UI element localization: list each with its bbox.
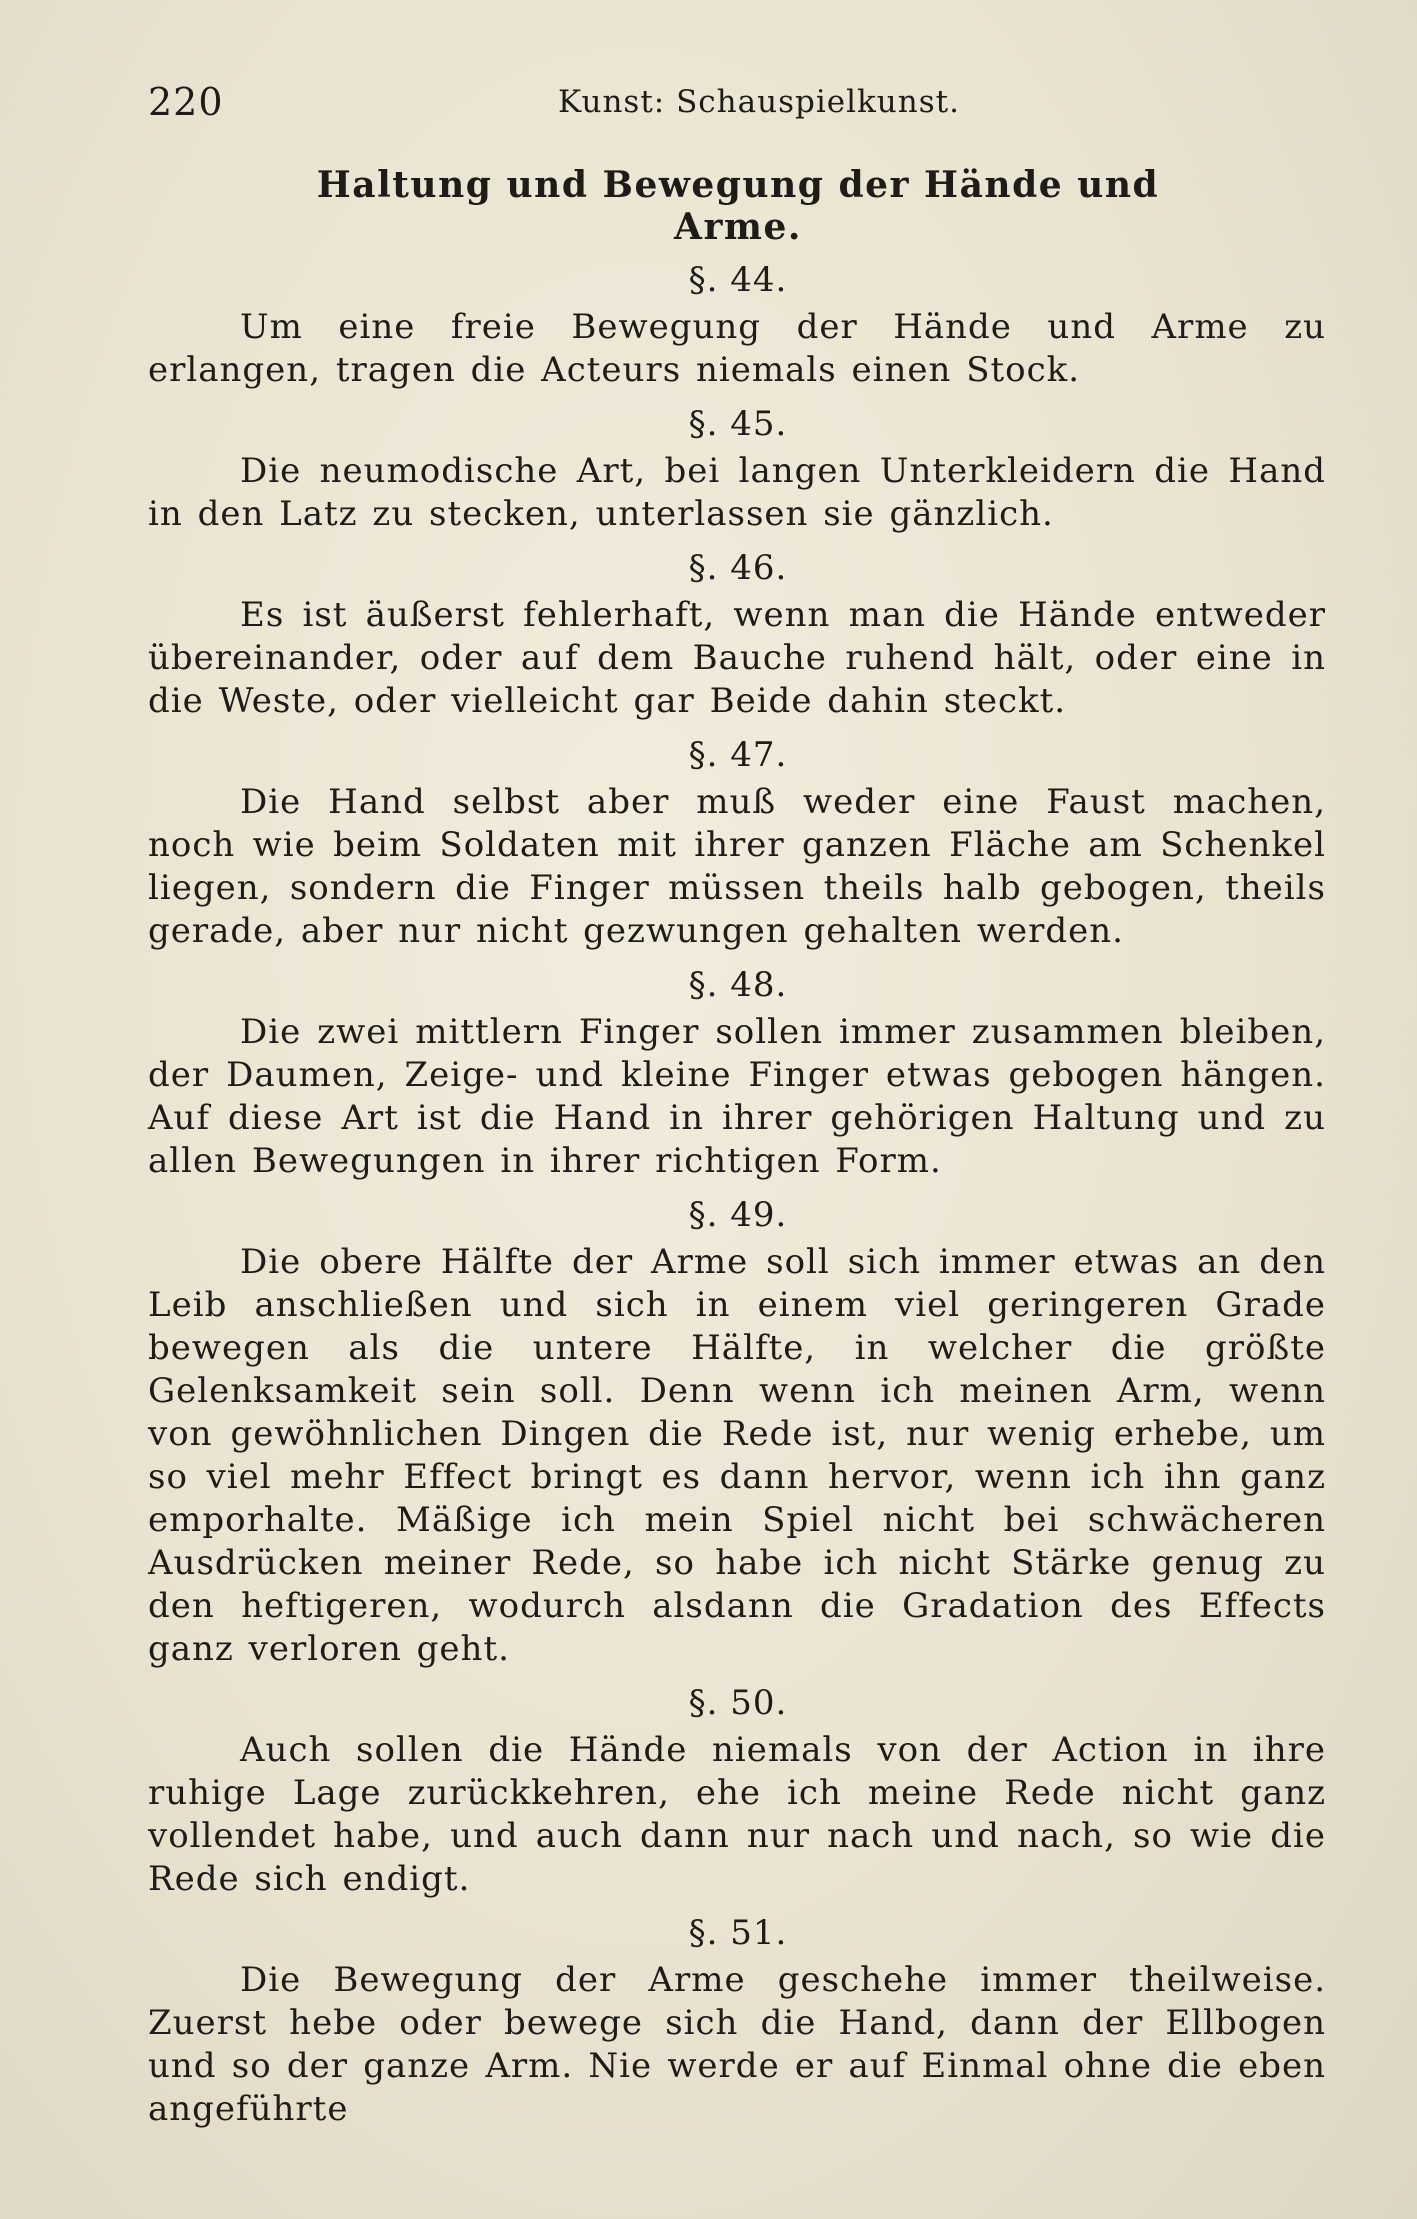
section-44 xyxy=(148,260,1328,392)
section-50 xyxy=(148,1683,1328,1901)
paragraph-text: Es ist äußerst fehlerhaft, wenn man die Hände entweder übereinander, oder auf dem Bauche ruhend hält, oder eine in die Weste, oder vielleicht gar Beide dahin steckt. xyxy=(148,595,1326,721)
book-page xyxy=(148,80,1328,2131)
paragraph-mark: §. 46. xyxy=(688,548,788,588)
section-48 xyxy=(148,965,1328,1183)
paragraph-text: Die Hand selbst aber muß weder eine Faust machen, noch wie beim Soldaten mit ihrer ganzen Fläche am Schenkel liegen, sondern die Finger müssen theils halb gebogen, theils gerade, aber nur nicht gezwungen gehalten werden. xyxy=(148,782,1326,951)
paragraph-mark: §. 50. xyxy=(688,1683,788,1723)
section-47 xyxy=(148,735,1328,953)
paragraph-mark: §. 44. xyxy=(688,260,788,300)
running-title: Kunst: Schauspielkunst. xyxy=(558,84,960,120)
paragraph-mark: §. 49. xyxy=(688,1195,788,1235)
paragraph-text: Um eine freie Bewegung der Hände und Arme zu erlangen, tragen die Acteurs niemals einen Stock. xyxy=(148,307,1326,390)
paragraph-mark: §. 47. xyxy=(688,735,788,775)
paragraph-mark: §. 51. xyxy=(688,1913,788,1953)
section-51 xyxy=(148,1913,1328,2131)
section-49 xyxy=(148,1195,1328,1671)
section-heading: Haltung und Bewegung der Hände und Arme. xyxy=(316,164,1160,248)
paragraph-mark: §. 45. xyxy=(688,404,788,444)
paragraph-mark: §. 48. xyxy=(688,965,788,1005)
page-number: 220 xyxy=(148,80,224,124)
section-45 xyxy=(148,404,1328,536)
paragraph-text: Die zwei mittlern Finger sollen immer zusammen bleiben, der Daumen, Zeige- und kleine Finger etwas gebogen hängen. Auf diese Art ist die Hand in ihrer gehörigen Haltung und zu allen Bewegungen in ihrer richtigen Form. xyxy=(148,1012,1326,1181)
running-head xyxy=(148,80,1328,140)
section-46 xyxy=(148,548,1328,723)
paragraph-text: Die neumodische Art, bei langen Unterkleidern die Hand in den Latz zu stecken, unterlassen sie gänzlich. xyxy=(148,451,1326,534)
paragraph-text: Die Bewegung der Arme geschehe immer theilweise. Zuerst hebe oder bewege sich die Hand, dann der Ellbogen und so der ganze Arm. Nie werde er auf Einmal ohne die eben angeführte xyxy=(148,1960,1326,2129)
paragraph-text: Die obere Hälfte der Arme soll sich immer etwas an den Leib anschließen und sich in einem viel geringeren Grade bewegen als die untere Hälfte, in welcher die größte Gelenksamkeit sein soll. Denn wenn ich meinen Arm, wenn von gewöhnlichen Dingen die Rede ist, nur wenig erhebe, um so viel mehr Effect bringt es dann hervor, wenn ich ihn ganz emporhalte. Mäßige ich mein Spiel nicht bei schwächeren Ausdrücken meiner Rede, so habe ich nicht Stärke genug zu den heftigeren, wodurch alsdann die Gradation des Effects ganz verloren geht. xyxy=(148,1242,1326,1669)
paragraph-text: Auch sollen die Hände niemals von der Action in ihre ruhige Lage zurückkehren, ehe ich meine Rede nicht ganz vollendet habe, und auch dann nur nach und nach, so wie die Rede sich endigt. xyxy=(148,1730,1326,1899)
